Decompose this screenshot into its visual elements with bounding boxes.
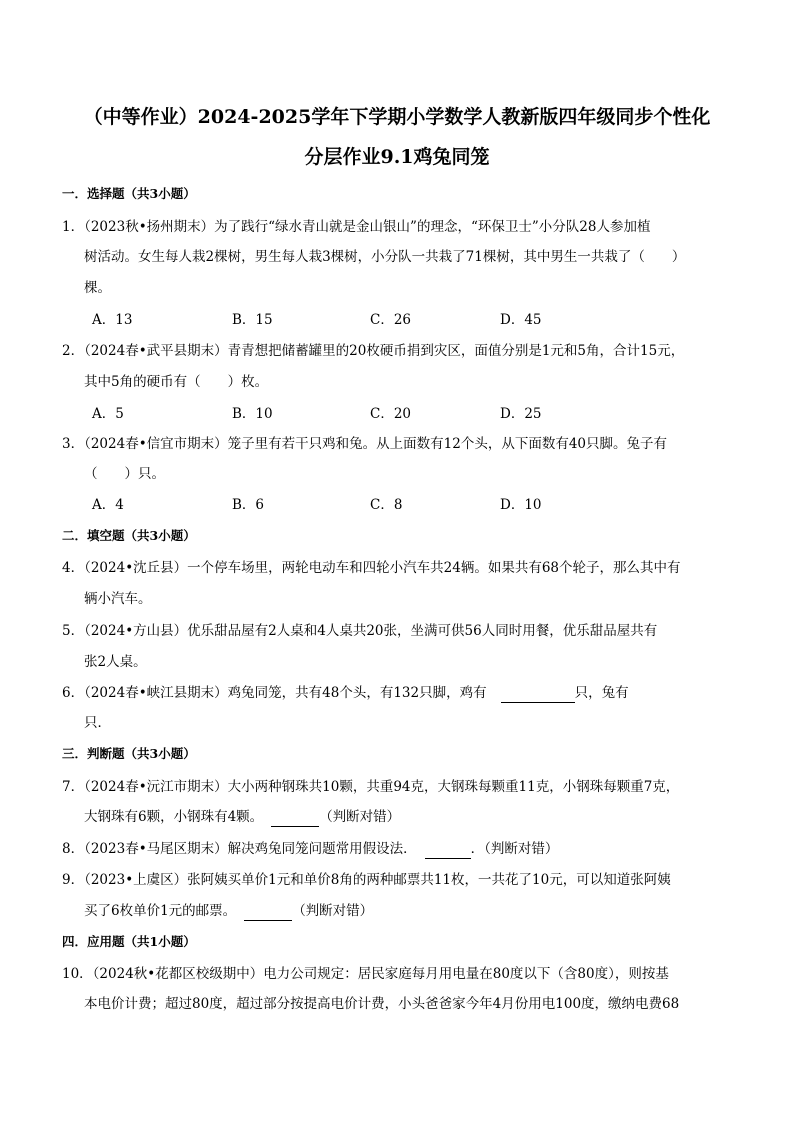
question-4-line1: 4．（2024•沈丘县）一个停车场里，两轮电动车和四轮小汽车共24辆。如果共有68个轮子，那么其中有 [62, 560, 681, 576]
question-1-line1: 1．（2023秋•扬州期末）为了践行“绿水青山就是金山银山”的理念，“环保卫士”小分队28人参加植 [62, 219, 651, 235]
question-1-option-b: B．15 [232, 312, 273, 328]
question-3-option-c: C．8 [370, 497, 403, 513]
document-title-line2: 分层作业9.1鸡兔同笼 [304, 146, 490, 168]
question-1-option-c: C．26 [370, 312, 412, 328]
question-2-line2: 其中5角的硬币有（ ）枚。 [84, 374, 269, 390]
question-7-line1: 7．（2024春•沅江市期末）大小两种钢珠共10颗，共重94克，大钢珠每颗重11克，小钢珠每颗重7克， [62, 779, 680, 795]
question-1-option-a: A．13 [92, 312, 133, 328]
question-1-line2: 树活动。女生每人栽2棵树，男生每人栽3棵树，小分队一共栽了71棵树，其中男生一共栽了（ ） [84, 249, 686, 265]
question-6-text-a: 6．（2024春•峡江县期末）鸡兔同笼，共有48个头，有132只脚，鸡有 [62, 685, 487, 701]
question-2-option-c: C．20 [370, 406, 412, 422]
section-heading-application: 四．应用题（共1小题） [62, 934, 196, 949]
question-3-option-a: A．4 [92, 497, 124, 513]
question-2-line1: 2．（2024春•武平县期末）青青想把储蓄罐里的20枚硬币捐到灾区，面值分别是1元和5角，合计15元， [62, 343, 685, 359]
question-2-option-d: D．25 [500, 406, 542, 422]
question-2-option-a: A．5 [92, 406, 124, 422]
question-5-line2: 张2人桌。 [84, 654, 147, 670]
question-10-line1: 10．（2024秋•花都区校级期中）电力公司规定：居民家庭每月用电量在80度以下（含80度），则按基 [62, 966, 669, 982]
question-7-blank[interactable] [271, 808, 319, 827]
question-1-option-d: D．45 [500, 312, 542, 328]
question-7-text-b: （判断对错） [319, 809, 401, 825]
question-9-line1: 9．（2023•上虞区）张阿姨买单价1元和单价8角的两种邮票共11枚，一共花了10元，可以知道张阿姨 [62, 872, 671, 888]
question-9-line2 [84, 902, 373, 921]
section-heading-fill-blank: 二．填空题（共3小题） [62, 528, 196, 543]
section-heading-true-false: 三．判断题（共3小题） [62, 746, 196, 761]
question-3-option-d: D．10 [500, 497, 542, 513]
question-9-blank[interactable] [244, 902, 292, 921]
question-4-line2: 辆小汽车。 [84, 591, 152, 607]
question-7-text-a: 大钢珠有6颗，小钢珠有4颗。 [84, 809, 264, 825]
question-7-line2 [84, 808, 400, 827]
question-6-line1 [62, 684, 629, 703]
section-heading-choice: 一．选择题（共3小题） [62, 186, 196, 201]
question-6-blank-chicken[interactable] [501, 684, 575, 703]
document-title-line1: （中等作业）2024-2025学年下学期小学数学人教新版四年级同步个性化 [83, 106, 711, 128]
question-9-text-b: （判断对错） [292, 903, 374, 919]
question-10-line2: 本电价计费；超过80度，超过部分按提高电价计费，小头爸爸家今年4月份用电100度，缴纳电费68 [84, 996, 680, 1012]
question-8-blank[interactable] [425, 840, 471, 859]
question-1-line3: 棵。 [84, 280, 111, 296]
question-6-text-b: 只，兔有 [574, 685, 629, 701]
question-8-text-a: 8．（2023春•马尾区期末）解决鸡兔同笼问题常用假设法． [62, 841, 417, 857]
question-8-text-b: ．（判断对错） [470, 841, 559, 857]
question-3-option-b: B．6 [232, 497, 265, 513]
question-5-line1: 5．（2024•方山县）优乐甜品屋有2人桌和4人桌共20张，坐满可供56人同时用餐，优乐甜品屋共有 [62, 623, 658, 639]
question-8-line1 [62, 840, 558, 859]
question-6-line2: 只． [84, 715, 111, 731]
question-9-text-a: 买了6枚单价1元的邮票。 [84, 903, 237, 919]
question-2-option-b: B．10 [232, 406, 273, 422]
question-3-line1: 3．（2024春•信宜市期末）笼子里有若干只鸡和兔。从上面数有12个头，从下面数有40只脚。兔子有 [62, 436, 668, 452]
question-3-line2: （ ）只。 [84, 466, 165, 482]
